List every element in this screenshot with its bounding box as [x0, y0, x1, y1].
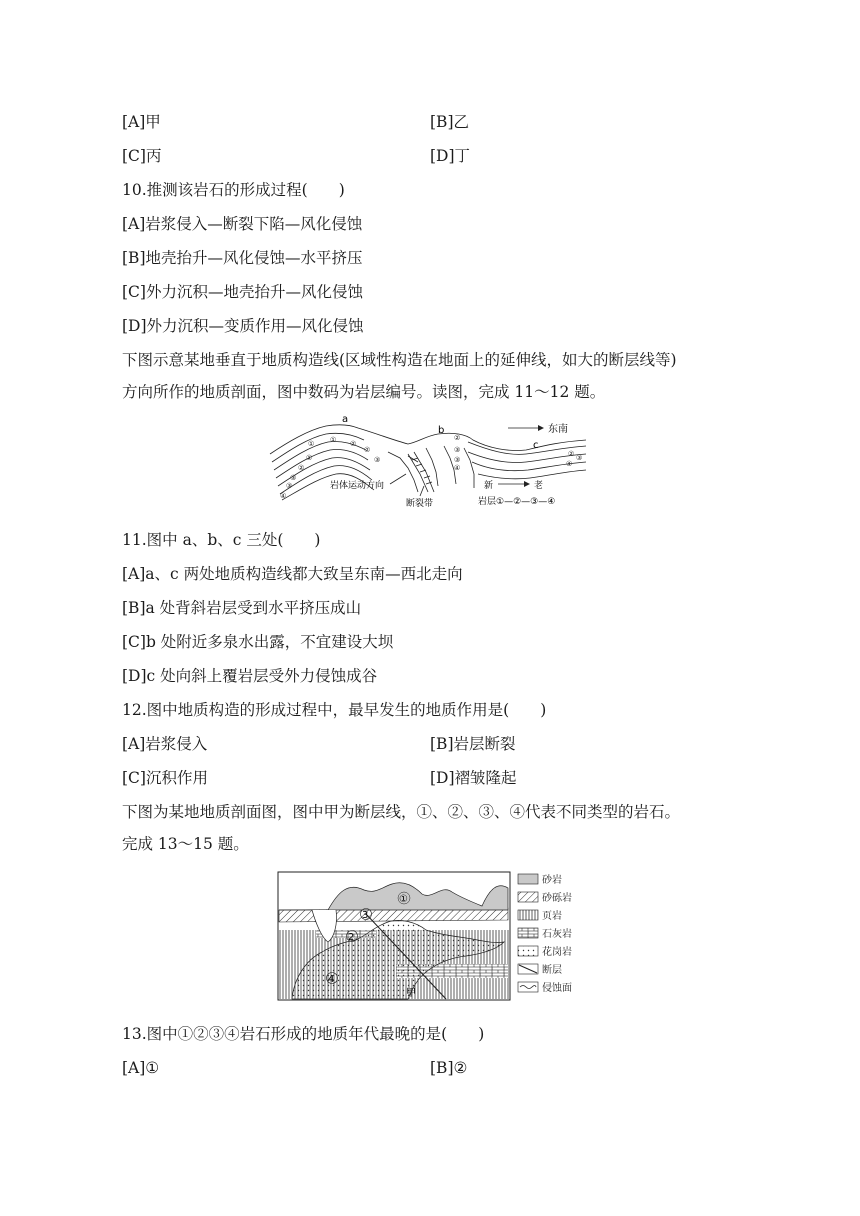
- stratum-num: ③: [374, 456, 381, 464]
- stratum-num: ④: [566, 460, 573, 468]
- label-c: c: [533, 440, 539, 451]
- fault-zone-label: 断裂带: [406, 499, 434, 509]
- strata-order-label: 岩层①—②—③—④: [478, 497, 556, 507]
- label-a: a: [342, 414, 349, 425]
- intro-11-12-line2: 方向所作的地质剖面，图中数码为岩层编号。读图，完成 11～12 题。: [122, 383, 606, 401]
- legend-conglomerate: 砂砾岩: [542, 893, 572, 904]
- rock-label-2: 2: [348, 932, 355, 943]
- q9-option-b: [B]乙: [430, 113, 469, 131]
- stratum-num: ①: [308, 440, 315, 448]
- q11-option-a: [A]a、c 两处地质构造线都大致呈东南—西北走向: [122, 565, 463, 583]
- q11-option-c: [C]b 处附近多泉水出露，不宜建设大坝: [122, 633, 394, 651]
- stratum-num: ③: [576, 454, 583, 462]
- rock-label-1: ①: [399, 894, 408, 905]
- q11-option-d: [D]c 处向斜上覆岩层受外力侵蚀成谷: [122, 667, 378, 685]
- q10-stem: 10.推测该岩石的形成过程( ): [122, 181, 345, 199]
- stratum-num: ②: [454, 434, 461, 442]
- q13-stem: 13.图中①②③④岩石形成的地质年代最晚的是( ): [122, 1025, 485, 1043]
- geologic-profile-figure: [276, 868, 586, 1004]
- legend-limestone: 石灰岩: [542, 929, 572, 940]
- legend-shale: 页岩: [542, 911, 562, 922]
- legend-fault: 断层: [542, 965, 562, 976]
- q13-option-b: [B]②: [430, 1059, 468, 1077]
- q11-stem: 11.图中 a、b、c 三处( ): [122, 531, 321, 549]
- q9-option-d: [D]丁: [430, 147, 471, 165]
- direction-label: 东南: [548, 424, 568, 435]
- stratum-num: ③: [454, 446, 461, 454]
- fault-label-jia: 甲: [406, 988, 416, 999]
- stratum-num: ④: [454, 464, 461, 472]
- stratum-num: ③: [290, 474, 297, 482]
- intro-11-12-line1: 下图示意某地垂直于地质构造线(区域性构造在地面上的延伸线，如大的断层线等): [122, 351, 677, 369]
- stratum-num: ④: [280, 492, 287, 500]
- q9-option-a: [A]甲: [122, 113, 161, 131]
- legend-sandstone: 砂岩: [542, 875, 562, 886]
- stratum-num: ②: [298, 464, 305, 472]
- stratum-num: ①: [330, 436, 337, 444]
- q12-option-c: [C]沉积作用: [122, 769, 208, 787]
- q12-option-d: [D]褶皱隆起: [430, 769, 517, 787]
- stratum-num: ③: [286, 482, 293, 490]
- q10-option-c: [C]外力沉积—地壳抬升—风化侵蚀: [122, 283, 363, 301]
- q11-option-b: [B]a 处背斜岩层受到水平挤压成山: [122, 599, 362, 617]
- legend-erosion-surface: 侵蚀面: [542, 983, 572, 994]
- intro-13-15-line1: 下图为某地地质剖面图，图中甲为断层线，①、②、③、④代表不同类型的岩石。: [122, 803, 681, 821]
- stratum-num: ②: [364, 446, 371, 454]
- rock-label-4: 4: [328, 974, 335, 985]
- stratum-num: ②: [350, 440, 357, 448]
- q10-option-d: [D]外力沉积—变质作用—风化侵蚀: [122, 317, 364, 335]
- q10-option-a: [A]岩浆侵入—断裂下陷—风化侵蚀: [122, 215, 363, 233]
- q12-option-a: [A]岩浆侵入: [122, 735, 208, 753]
- rock-label-3: 3: [362, 910, 369, 921]
- q9-option-c: [C]丙: [122, 147, 162, 165]
- label-b: b: [438, 425, 445, 436]
- old-label: 老: [534, 481, 544, 491]
- stratum-num: ②: [568, 450, 575, 458]
- geologic-section-figure: [268, 412, 598, 512]
- q10-option-b: [B]地壳抬升—风化侵蚀—水平挤压: [122, 249, 363, 267]
- q12-stem: 12.图中地质构造的形成过程中，最早发生的地质作用是( ): [122, 701, 547, 719]
- stratum-num: ①: [306, 454, 313, 462]
- new-label: 新: [484, 481, 494, 491]
- q13-option-a: [A]①: [122, 1059, 160, 1077]
- motion-label: 岩体运动方向: [330, 481, 385, 491]
- q12-option-b: [B]岩层断裂: [430, 735, 516, 753]
- stratum-num: ③: [454, 456, 461, 464]
- intro-13-15-line2: 完成 13～15 题。: [122, 835, 249, 853]
- legend-granite: 花岗岩: [542, 947, 572, 958]
